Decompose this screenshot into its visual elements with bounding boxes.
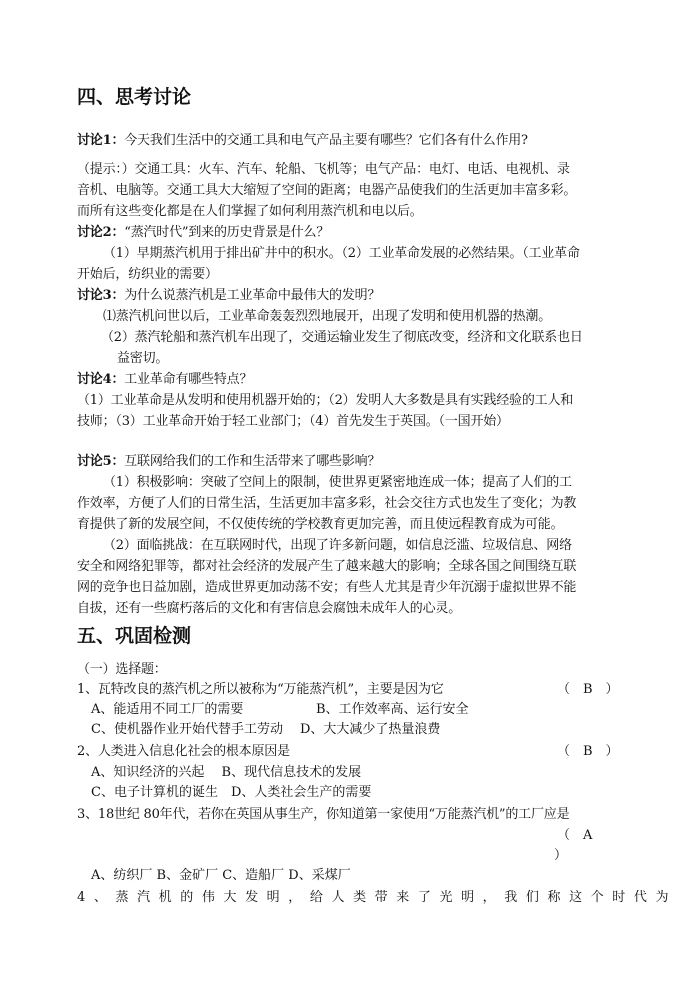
discussion-3-answer-line: ⑴蒸汽机问世以后，工业革命轰轰烈烈地展开，出现了发明和使用机器的热潮。	[103, 309, 552, 324]
section-4-title: 四、思考讨论	[77, 86, 192, 108]
discussion-3-answer-line: 益密切。	[117, 351, 169, 366]
question-3-answer-open: （ A	[557, 828, 593, 843]
question-4-stem: 4、蒸汽机的伟大发明，给人类带来了光明，我们称这个时代为	[77, 890, 678, 905]
question-3-options: A、纺织厂 B、金矿厂 C、造船厂 D、采煤厂	[91, 868, 351, 883]
discussion-5-answer-line: 安全和网络犯罪等，都对社会经济的发展产生了越来越大的影响；全球各国之间围绕互联	[77, 559, 577, 574]
discussion-2-answer-line: （1）早期蒸汽机用于排出矿井中的积水。（2）工业革命发展的必然结果。（工业革命	[103, 246, 580, 261]
question-1-answer: （ B ）	[557, 682, 619, 697]
choice-subheading: （一）选择题：	[77, 662, 167, 677]
discussion-5-answer-line: （2）面临挑战：在互联网时代，出现了许多新问题，如信息泛滥、垃圾信息、网络	[103, 538, 572, 553]
discussion-2-answer-line: 开始后，纺织业的需要）	[77, 267, 218, 282]
discussion-4-label: 讨论4：	[77, 372, 125, 387]
discussion-5-question: 讨论5：互联网给我们的工作和生活带来了哪些影响？	[77, 454, 381, 469]
discussion-5-answer-line: 网的竞争也日益加剧，造成世界更加动荡不安；有些人尤其是青少年沉溺于虚拟世界不能	[77, 580, 577, 595]
discussion-2-question: 讨论2：“蒸汽时代”到来的历史背景是什么？	[77, 225, 330, 240]
discussion-1-answer-line: 而所有这些变化都是在人们掌握了如何利用蒸汽机和电以后。	[77, 204, 423, 219]
section-5-title: 五、巩固检测	[77, 625, 192, 647]
discussion-5-answer-line: 作效率，方便了人们的日常生活，生活更加丰富多彩，社会交往方式也发生了变化；为教	[77, 496, 577, 511]
discussion-5-answer-line: （1）积极影响：突破了空间上的限制，使世界更紧密地连成一体；提高了人们的工	[103, 475, 572, 490]
question-2-options-ab: A、知识经济的兴起 B、现代信息技术的发展	[91, 765, 362, 780]
discussion-2-label: 讨论2：	[77, 225, 125, 240]
discussion-4-question: 讨论4：工业革命有哪些特点？	[77, 372, 253, 387]
question-2-answer: （ B ）	[557, 744, 619, 759]
question-3-answer-close: ）	[554, 848, 568, 863]
question-1-option-d: D、大大减少了热量浪费	[300, 722, 441, 737]
question-1-option-c: C、使机器作业开始代替手工劳动	[91, 722, 283, 737]
discussion-3-answer-line: （2）蒸汽轮船和蒸汽机车出现了，交通运输业发生了彻底改变，经济和文化联系也日	[101, 330, 583, 345]
discussion-3-question: 讨论3：为什么说蒸汽机是工业革命中最伟大的发明？	[77, 288, 381, 303]
question-1-option-b: B、工作效率高、运行安全	[316, 702, 469, 717]
question-3-stem: 3、18世纪 80年代，若你在英国从事生产，你知道第一家使用“万能蒸汽机”的工厂应是	[77, 807, 570, 822]
discussion-1-label: 讨论1：	[77, 133, 125, 148]
discussion-5-label: 讨论5：	[77, 454, 125, 469]
discussion-4-answer-line: （1）工业革命是从发明和使用机器开始的；（2）发明人大多数是具有实践经验的工人和	[77, 393, 574, 408]
discussion-3-label: 讨论3：	[77, 288, 125, 303]
discussion-1-question: 讨论1：今天我们生活中的交通工具和电气产品主要有哪些？它们各有什么作用?	[77, 133, 528, 148]
question-2-stem: 2、人类进入信息化社会的根本原因是	[77, 744, 290, 759]
discussion-1-answer-line: 音机、电脑等。交通工具大大缩短了空间的距离；电器产品使我们的生活更加丰富多彩。	[77, 183, 577, 198]
discussion-1-answer-line: （提示：）交通工具：火车、汽车、轮船、飞机等；电气产品：电灯、电话、电视机、录	[77, 162, 570, 177]
discussion-4-answer-line: 技师；（3）工业革命开始于轻工业部门；（4）首先发生于英国。（一国开始）	[77, 414, 509, 429]
question-1-stem: 1、瓦特改良的蒸汽机之所以被称为“万能蒸汽机”，主要是因为它	[77, 682, 444, 697]
discussion-5-answer-line: 自拔，还有一些腐朽落后的文化和有害信息会腐蚀未成年人的心灵。	[77, 601, 462, 616]
question-1-option-a: A、能适用不同工厂的需要	[91, 702, 244, 717]
question-2-options-cd: C、电子计算机的诞生 D、人类社会生产的需要	[91, 785, 372, 800]
discussion-5-answer-line: 育提供了新的发展空间，不仅使传统的学校教育更加完善，而且使远程教育成为可能。	[77, 517, 564, 532]
